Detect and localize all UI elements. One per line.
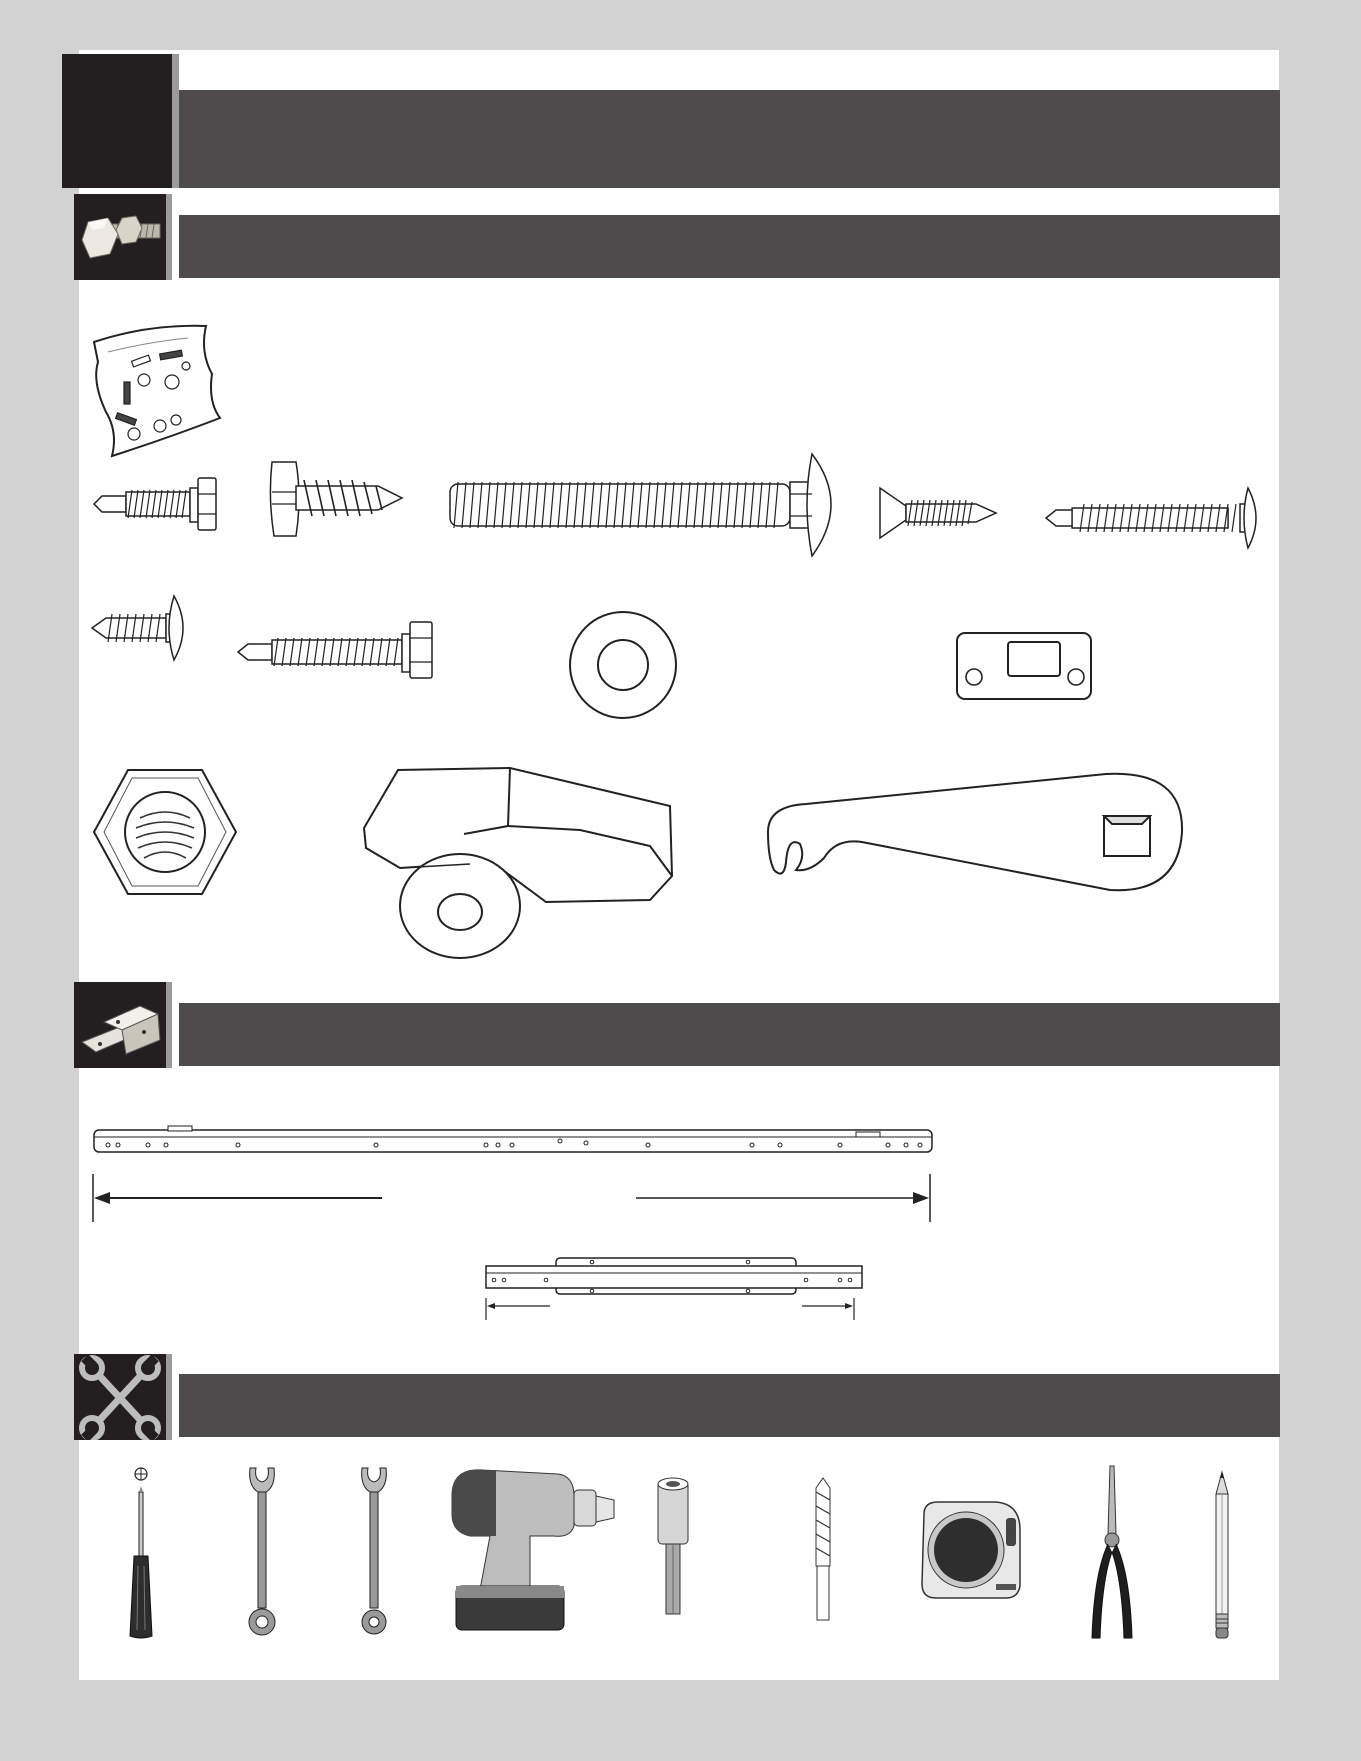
short-splice-rail — [484, 1256, 866, 1298]
page-title-bar — [179, 90, 1280, 188]
hex-washer-head-drill-screw-long — [236, 616, 436, 680]
pencil — [1212, 1470, 1232, 1640]
nut-bolt-icon — [74, 194, 172, 280]
step-tab — [62, 54, 179, 188]
phillips-screwdriver — [126, 1466, 156, 1638]
tape-measure — [916, 1500, 1024, 1602]
hardware-bag — [88, 322, 222, 462]
knob-handle — [360, 766, 674, 962]
cordless-drill — [450, 1466, 618, 1634]
section-bar-parts — [179, 1003, 1280, 1066]
long-rail-dimension — [92, 1174, 936, 1224]
short-rail-dimension — [484, 1298, 866, 1322]
section-bar-hardware — [179, 215, 1280, 278]
hex-washer-head-drill-screw — [92, 474, 220, 534]
flat-head-screw — [876, 486, 1000, 540]
section-bar-tools — [179, 1374, 1280, 1437]
combination-wrench-small — [358, 1466, 390, 1638]
needle-nose-pliers — [1086, 1464, 1138, 1642]
pan-head-sheet-metal-screw — [268, 452, 408, 542]
drill-bit — [812, 1476, 834, 1622]
pan-head-drill-screw — [1044, 486, 1260, 550]
carriage-bolt — [446, 448, 846, 562]
long-rail — [92, 1124, 936, 1156]
pan-head-screw-short — [90, 594, 190, 662]
latch-handle — [766, 772, 1186, 896]
crossed-wrenches-icon — [74, 1354, 172, 1440]
flat-washer — [566, 608, 680, 722]
combination-wrench-large — [246, 1466, 278, 1638]
bracket-icon — [74, 982, 172, 1068]
nut-driver-bit — [652, 1476, 700, 1618]
shim-plate — [954, 630, 1094, 702]
hex-nut — [92, 766, 238, 898]
